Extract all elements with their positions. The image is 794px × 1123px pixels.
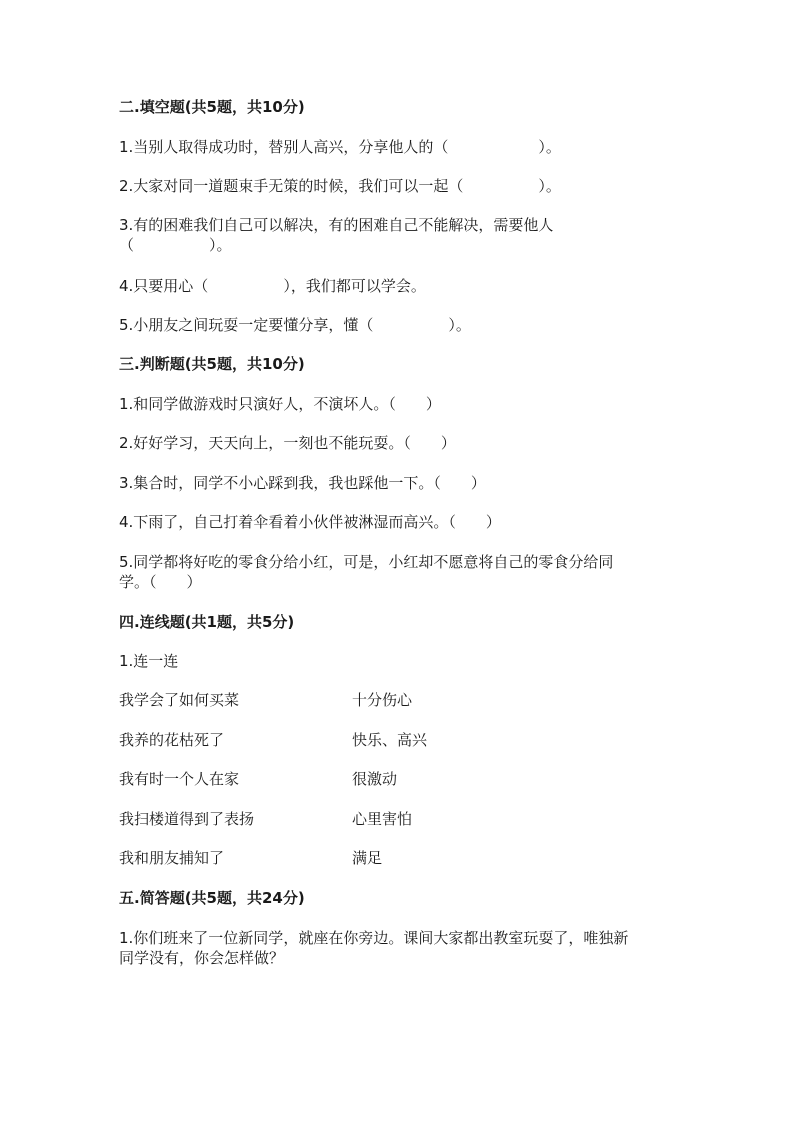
match-right-item: 快乐、高兴 xyxy=(352,731,428,749)
question-fill-2: 2.大家对同一道题束手无策的时候，我们可以一起（ ）。 xyxy=(119,177,561,195)
section-heading-fill-blank: 二.填空题(共5题，共10分) xyxy=(119,98,305,116)
question-tf-3: 3.集合时，同学不小心踩到我，我也踩他一下。（ ） xyxy=(119,474,486,492)
match-left-item: 我扫楼道得到了表扬 xyxy=(119,810,255,828)
match-right-item: 很激动 xyxy=(352,770,398,788)
section-heading-short-answer: 五.简答题(共5题，共24分) xyxy=(119,889,305,907)
question-sa-1-line1: 1.你们班来了一位新同学，就座在你旁边。课间大家都出教室玩耍了，唯独新 xyxy=(119,929,629,947)
match-left-item: 我学会了如何买菜 xyxy=(119,691,240,709)
question-tf-5-line2: 学。（ ） xyxy=(119,573,202,591)
section-heading-matching: 四.连线题(共1题，共5分) xyxy=(119,613,295,631)
question-fill-3-line1: 3.有的困难我们自己可以解决，有的困难自己不能解决，需要他人 xyxy=(119,216,554,234)
match-right-item: 满足 xyxy=(352,849,383,867)
match-left-item: 我养的花枯死了 xyxy=(119,731,225,749)
question-tf-4: 4.下雨了，自己打着伞看着小伙伴被淋湿而高兴。（ ） xyxy=(119,513,501,531)
question-fill-5: 5.小朋友之间玩耍一定要懂分享，懂（ ）。 xyxy=(119,316,471,334)
question-fill-4: 4.只要用心（ ），我们都可以学会。 xyxy=(119,277,426,295)
match-left-item: 我和朋友捕知了 xyxy=(119,849,225,867)
match-right-item: 十分伤心 xyxy=(352,691,413,709)
question-fill-3-line2: （ ）。 xyxy=(119,236,232,254)
match-left-item: 我有时一个人在家 xyxy=(119,770,240,788)
question-tf-1: 1.和同学做游戏时只演好人，不演坏人。（ ） xyxy=(119,395,441,413)
match-right-item: 心里害怕 xyxy=(352,810,413,828)
question-sa-1-line2: 同学没有，你会怎样做？ xyxy=(119,949,285,967)
question-tf-5-line1: 5.同学都将好吃的零食分给小红，可是，小红却不愿意将自己的零食分给同 xyxy=(119,553,614,571)
section-heading-true-false: 三.判断题(共5题，共10分) xyxy=(119,355,305,373)
question-fill-1: 1.当别人取得成功时，替别人高兴，分享他人的（ ）。 xyxy=(119,138,561,156)
question-match-1: 1.连一连 xyxy=(119,652,179,670)
question-tf-2: 2.好好学习，天天向上，一刻也不能玩耍。（ ） xyxy=(119,434,456,452)
